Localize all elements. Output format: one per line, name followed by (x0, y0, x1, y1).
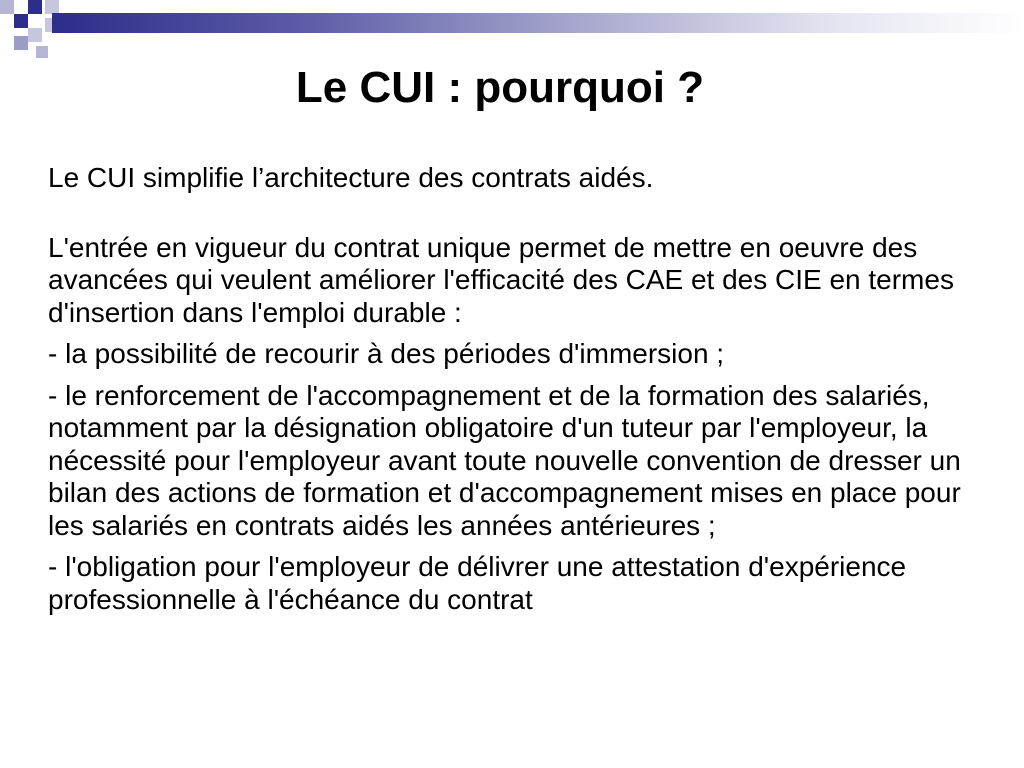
decor-square (28, 0, 42, 14)
decor-square (28, 28, 42, 42)
decor-square (14, 14, 28, 28)
context-paragraph: L'entrée en vigueur du contrat unique permet de mettre en oeuvre des avancées qui veulent améliorer l'efficacité des CAE et des CIE en termes d'insertion dans l'emploi durable : (48, 231, 954, 328)
list-item-attestation: - l'obligation pour l'employeur de délivrer une attestation d'expérience professionnelle à l'échéance du contrat (48, 551, 907, 615)
list-item-immersion: - la possibilité de recourir à des périodes d'immersion ; (48, 338, 725, 369)
decor-square (36, 46, 48, 58)
decor-square (0, 0, 14, 14)
header-gradient-band (52, 13, 1024, 33)
decor-square (45, 0, 59, 14)
decor-square (14, 36, 28, 50)
list-item-accompaniment: - le renforcement de l'accompagnement et de la formation des salariés, notamment par la désignation obligatoire d'un tuteur par l'employeur, la nécessité pour l'employeur avant toute nouvelle convention de dresser un bilan des actions de formation et d'accompagnement mises en place pour les salariés en contrats aidés les années antérieures ; (48, 379, 961, 541)
intro-paragraph: Le CUI simplifie l’architecture des contrats aidés. (48, 162, 654, 193)
slide-title: Le CUI : pourquoi ? (295, 63, 705, 112)
slide-body (48, 162, 998, 625)
